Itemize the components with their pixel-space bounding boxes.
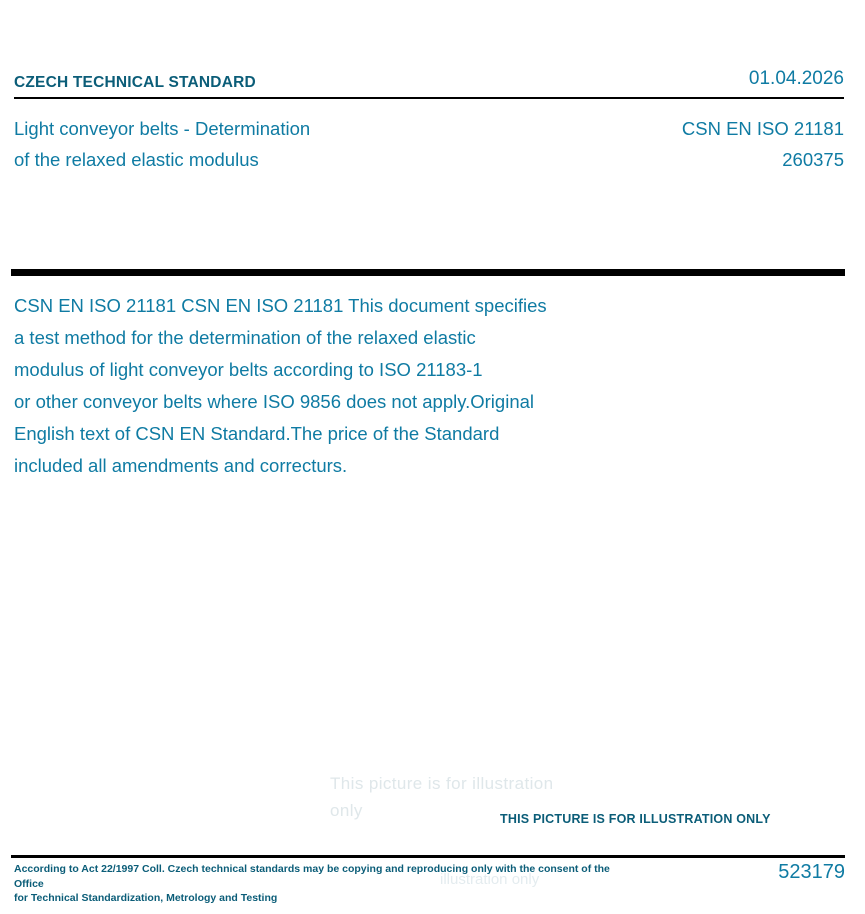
illustration-watermark-line: only: [330, 801, 363, 820]
page-header: [14, 68, 844, 98]
abstract-line: included all amendments and correcturs.: [14, 455, 348, 476]
footer-divider: [11, 855, 845, 858]
standard-title-line-1: Light conveyor belts - Determination: [14, 118, 311, 139]
abstract-line: CSN EN ISO 21181 CSN EN ISO 21181 This document specifies: [14, 295, 547, 316]
footer-legal-line: for Technical Standardization, Metrology and Testing: [14, 892, 278, 904]
page-title: CZECH TECHNICAL STANDARD: [14, 74, 256, 91]
illustration-watermark-line: This picture is for illustration: [330, 774, 554, 793]
standard-title-line-2: of the relaxed elastic modulus: [14, 149, 259, 170]
abstract-line: English text of CSN EN Standard.The price of the Standard: [14, 423, 500, 444]
abstract-line: a test method for the determination of the relaxed elastic: [14, 327, 476, 348]
abstract-line: modulus of light conveyor belts according to ISO 21183-1: [14, 359, 483, 380]
title-column-separator: [527, 118, 529, 134]
abstract-line: or other conveyor belts where ISO 9856 does not apply.Original: [14, 391, 535, 412]
footer-document-code: 523179: [778, 861, 845, 883]
footer-legal-line: According to Act 22/1997 Coll. Czech technical standards may be copying and reproducing only with the consent of the Office: [14, 863, 610, 890]
standard-identification: [514, 113, 844, 175]
illustration-note: THIS PICTURE IS FOR ILLUSTRATION ONLY: [500, 812, 771, 826]
standard-designation: CSN EN ISO 21181: [681, 118, 844, 139]
standard-order-number: 260375: [782, 149, 844, 170]
illustration-watermark-secondary: illustration only: [440, 871, 540, 888]
header-divider: [14, 97, 844, 99]
title-block-divider: [11, 269, 845, 276]
standard-title: [14, 113, 534, 175]
publication-date: 01.04.2026: [748, 68, 844, 89]
footer-legal-notice: [14, 862, 614, 906]
abstract-text: [14, 290, 694, 482]
